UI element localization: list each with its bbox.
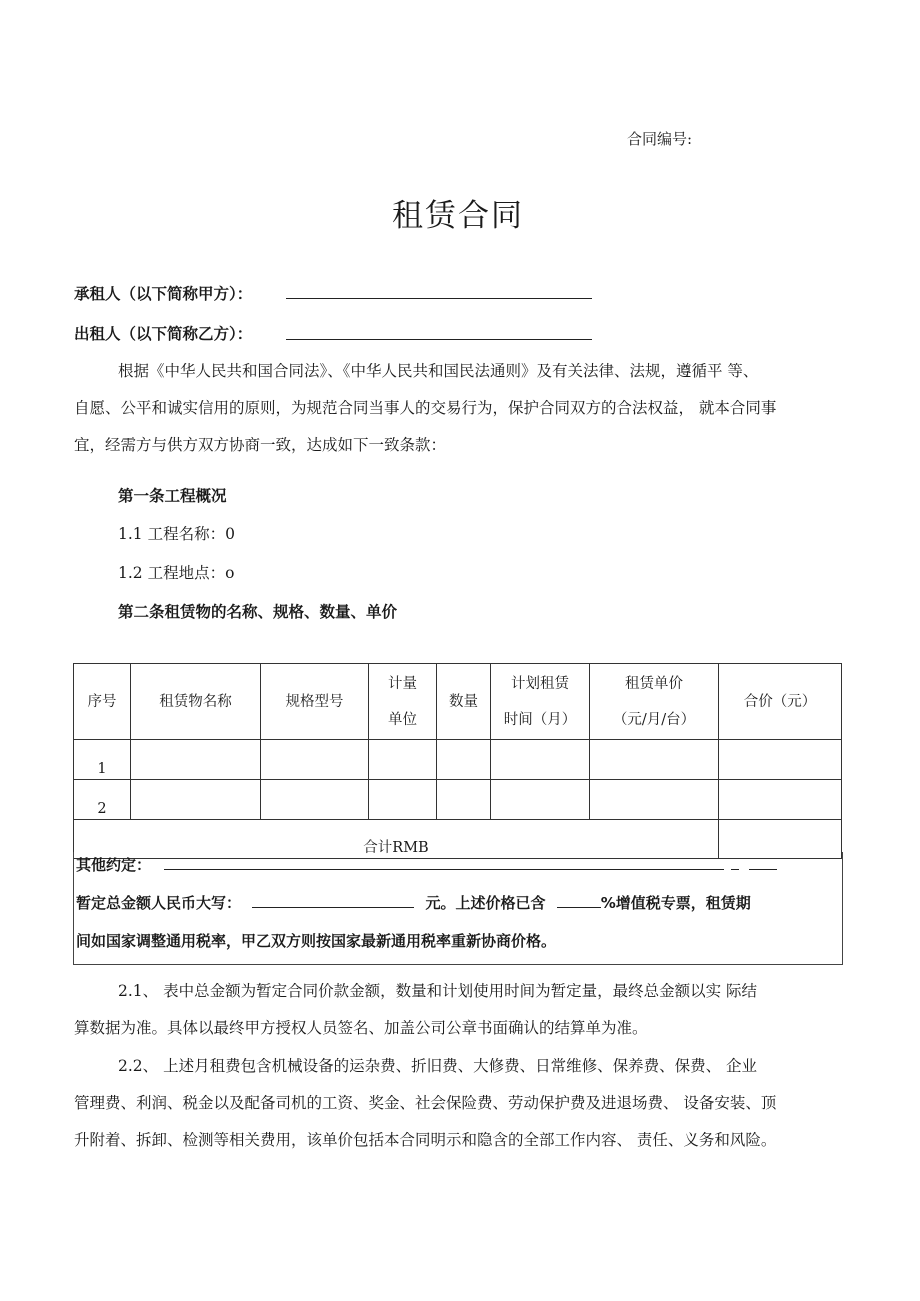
clause-2-1 — [74, 973, 844, 1047]
clause-2-2 — [74, 1048, 844, 1159]
clause-2-2-line-2: 管理费、利润、税金以及配备司机的工资、奖金、社会保险费、劳动保护费及进退场费、 设备安装、顶 — [74, 1094, 777, 1112]
vat-rate-field[interactable] — [557, 893, 601, 908]
row-price-cell[interactable] — [590, 780, 719, 820]
row-price-cell[interactable] — [590, 740, 719, 780]
other-terms-label: 其他约定： — [76, 856, 152, 874]
tax-adjustment-line: 间如国家调整通用税率，甲乙双方则按国家最新通用税率重新协商价格。 — [76, 932, 557, 950]
other-terms-field-dash — [731, 855, 739, 870]
row-qty-cell[interactable] — [437, 780, 491, 820]
row-period-cell[interactable] — [491, 780, 590, 820]
project-location-item: 1.2 工程地点：o — [118, 564, 235, 582]
header-unit: 计量 单位 — [369, 664, 437, 740]
row-seq: 2 — [74, 780, 131, 820]
other-terms-field-end[interactable] — [749, 855, 777, 870]
clause-2-2-line-1: 2.2、 上述月租费包含机械设备的运杂费、折旧费、大修费、日常维修、保养费、保费、 企业 — [118, 1057, 758, 1075]
vat-text: %增值税专票，租赁期 — [600, 894, 751, 912]
article-2-heading: 第二条租赁物的名称、规格、数量、单价 — [118, 603, 398, 621]
header-spec: 规格型号 — [261, 664, 369, 740]
row-unit-cell[interactable] — [369, 740, 437, 780]
row-spec-cell[interactable] — [261, 740, 369, 780]
header-total: 合价（元） — [719, 664, 842, 740]
other-terms-box — [73, 852, 843, 965]
total-rmb-label: 合计RMB — [74, 820, 719, 859]
amount-in-words-field[interactable] — [252, 893, 414, 908]
row-item-name-cell[interactable] — [131, 740, 261, 780]
preamble-line-2: 自愿、公平和诚实信用的原则，为规范合同当事人的交易行为，保护合同双方的合法权益， 就本合同事 — [74, 399, 777, 417]
header-qty: 数量 — [437, 664, 491, 740]
contract-number-label: 合同编号: — [627, 130, 693, 148]
other-terms-field[interactable] — [164, 855, 724, 870]
preamble-line-3: 宜，经需方与供方双方协商一致，达成如下一致条款： — [74, 436, 447, 454]
provisional-amount-line — [76, 892, 751, 913]
other-terms-line — [76, 854, 777, 875]
document-title: 租赁合同 — [392, 198, 524, 234]
lessor-label: 出租人（以下简称乙方）： — [74, 325, 253, 343]
provisional-amount-label: 暂定总金额人民币大写： — [76, 894, 242, 912]
article-1-heading: 第一条工程概况 — [118, 487, 227, 505]
row-spec-cell[interactable] — [261, 780, 369, 820]
row-qty-cell[interactable] — [437, 740, 491, 780]
table-header-row — [74, 664, 842, 740]
project-name-item: 1.1 工程名称：0 — [118, 525, 235, 543]
clause-2-2-line-3: 升附着、拆卸、检测等相关费用，该单价包括本合同明示和隐含的全部工作内容、 责任、义务和风险。 — [74, 1131, 777, 1149]
preamble — [74, 353, 844, 464]
header-period: 计划租赁 时间（月） — [491, 664, 590, 740]
lessee-name-field[interactable] — [286, 297, 592, 299]
row-total-cell[interactable] — [719, 780, 842, 820]
rental-items-table — [73, 663, 842, 859]
table-row — [74, 780, 842, 820]
row-total-cell[interactable] — [719, 740, 842, 780]
header-unit-price: 租赁单价 （元/月/台） — [590, 664, 719, 740]
row-item-name-cell[interactable] — [131, 780, 261, 820]
yuan-text: 元。上述价格已含 — [425, 894, 546, 912]
lessee-label: 承租人（以下简称甲方）： — [74, 285, 253, 303]
table-row — [74, 740, 842, 780]
clause-2-1-line-2: 算数据为准。具体以最终甲方授权人员签名、加盖公司公章书面确认的结算单为准。 — [74, 1019, 648, 1037]
header-seq: 序号 — [74, 664, 131, 740]
row-unit-cell[interactable] — [369, 780, 437, 820]
preamble-line-1: 根据《中华人民共和国合同法》、《中华人民共和国民法通则》及有关法律、法规，遵循平 等、 — [118, 362, 759, 380]
clause-2-1-line-1: 2.1、 表中总金额为暂定合同价款金额，数量和计划使用时间为暂定量，最终总金额以实 际结 — [118, 982, 758, 1000]
row-period-cell[interactable] — [491, 740, 590, 780]
row-seq: 1 — [74, 740, 131, 780]
lessor-name-field[interactable] — [286, 338, 592, 340]
header-item-name: 租赁物名称 — [131, 664, 261, 740]
